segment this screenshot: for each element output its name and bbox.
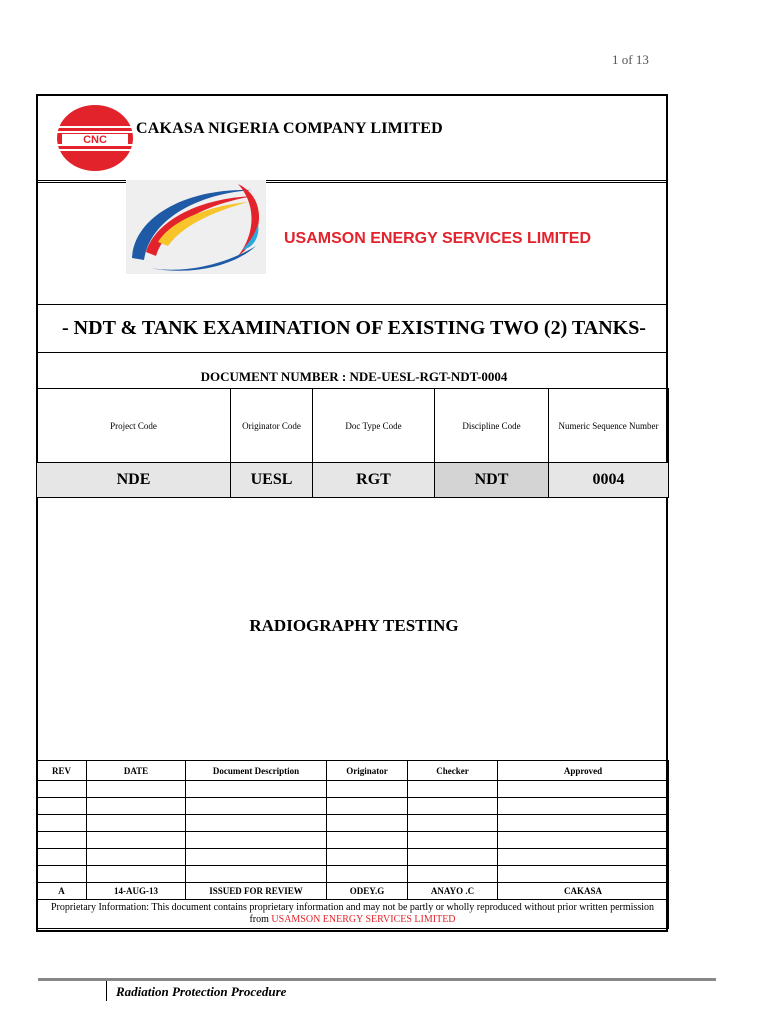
table-row xyxy=(37,883,669,900)
table-row xyxy=(37,849,669,866)
proprietary-text: Proprietary Information: This document contains proprietary information and may not be partly or wholly reproduced without prior written permission from xyxy=(50,902,654,925)
originator-code-header: Originator Code xyxy=(231,389,313,463)
revision-header-row xyxy=(37,761,669,781)
proprietary-notice xyxy=(37,900,669,929)
footer-title: Radiation Protection Procedure xyxy=(116,984,287,999)
document-title: - NDT & TANK EXAMINATION OF EXISTING TWO (2) TANKS- xyxy=(62,317,646,339)
cnc-logo-text: CNC xyxy=(83,134,107,146)
rev-value: A xyxy=(37,883,87,900)
document-code-table xyxy=(36,388,669,498)
table-row xyxy=(37,815,669,832)
project-code-value: NDE xyxy=(37,463,231,498)
checker-value: ANAYO .C xyxy=(408,883,498,900)
contractor-name: USAMSON ENERGY SERVICES LIMITED xyxy=(284,230,592,247)
company-name: CAKASA NIGERIA COMPANY LIMITED xyxy=(136,120,443,137)
code-value-row xyxy=(37,463,669,498)
code-header-row xyxy=(37,389,669,463)
doc-type-code-header: Doc Type Code xyxy=(313,389,435,463)
usamson-logo xyxy=(126,180,266,274)
table-row xyxy=(37,798,669,815)
checker-header: Checker xyxy=(408,761,498,781)
page-number: 1 of 13 xyxy=(612,52,649,67)
originator-header: Originator xyxy=(327,761,408,781)
divider xyxy=(38,304,666,305)
originator-value: ODEY.G xyxy=(327,883,408,900)
discipline-code-header: Discipline Code xyxy=(435,389,549,463)
originator-code-value: UESL xyxy=(231,463,313,498)
proprietary-company: USAMSON ENERGY SERVICES LIMITED xyxy=(271,914,456,925)
cnc-logo xyxy=(56,104,134,172)
rev-header: REV xyxy=(37,761,87,781)
footer-divider xyxy=(106,981,107,1001)
date-header: DATE xyxy=(87,761,186,781)
description-value: ISSUED FOR REVIEW xyxy=(186,883,327,900)
approved-header: Approved xyxy=(498,761,669,781)
numeric-sequence-header: Numeric Sequence Number xyxy=(549,389,669,463)
numeric-sequence-value: 0004 xyxy=(549,463,669,498)
doc-type-code-value: RGT xyxy=(313,463,435,498)
revision-table xyxy=(36,760,669,929)
table-row xyxy=(37,866,669,883)
discipline-code-value: NDT xyxy=(435,463,549,498)
document-number: DOCUMENT NUMBER : NDE-UESL-RGT-NDT-0004 xyxy=(200,369,508,384)
date-value: 14-AUG-13 xyxy=(87,883,186,900)
approved-value: CAKASA xyxy=(498,883,669,900)
table-row xyxy=(37,781,669,798)
footer-rule xyxy=(38,978,716,981)
description-header: Document Description xyxy=(186,761,327,781)
table-row xyxy=(37,832,669,849)
document-subject: RADIOGRAPHY TESTING xyxy=(249,616,459,635)
proprietary-row xyxy=(37,900,669,929)
project-code-header: Project Code xyxy=(37,389,231,463)
divider xyxy=(38,352,666,353)
